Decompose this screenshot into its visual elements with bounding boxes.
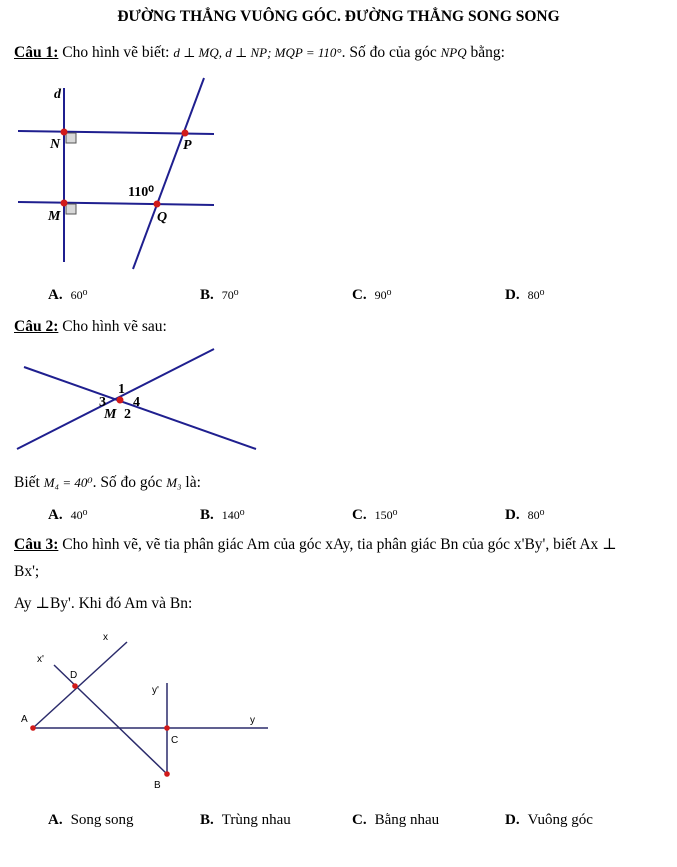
question-3-line3: Ay ⊥By'. Khi đó Am và Bn: <box>14 595 193 612</box>
q1-option-a[interactable]: A. 60⁰ <box>48 287 88 303</box>
label-d: d <box>54 87 61 102</box>
label-d-q3: D <box>70 670 78 681</box>
label-b: B <box>154 780 161 791</box>
label-x-prime: x' <box>37 654 44 665</box>
question-1-end: bằng: <box>470 44 505 61</box>
label-1: 1 <box>118 382 125 397</box>
question-2-intro: Cho hình vẽ sau: <box>62 318 167 335</box>
q2-option-b[interactable]: B. 140⁰ <box>200 507 245 523</box>
question-1-angle: NPQ <box>440 45 467 60</box>
label-angle-110: 110⁰ <box>128 185 154 200</box>
q3-option-c[interactable]: C. Bằng nhau <box>352 812 440 828</box>
q1-option-b[interactable]: B. 70⁰ <box>200 287 239 303</box>
label-m: M <box>48 209 61 224</box>
point-d <box>72 683 78 689</box>
point-b <box>164 771 170 777</box>
label-2: 2 <box>124 407 131 422</box>
label-x: x <box>103 632 108 643</box>
q3-option-a[interactable]: A. Song song <box>48 812 134 828</box>
given-m4: M₄ = 40⁰ <box>43 475 93 490</box>
given-m3: M₃ <box>166 475 182 490</box>
label-y: y <box>250 715 255 726</box>
q2-option-c[interactable]: C. 150⁰ <box>352 507 398 523</box>
label-3: 3 <box>99 395 106 410</box>
question-2-label: Câu 2: <box>14 318 59 335</box>
label-q: Q <box>157 210 168 225</box>
question-2-given: Biết M₄ = 40⁰. Số đo góc M₃ là: <box>14 474 201 491</box>
question-1-intro: Cho hình vẽ biết: <box>62 44 170 61</box>
question-1-math: d ⊥ MQ, d ⊥ NP; MQP = 110° <box>173 45 342 60</box>
question-1-mid: . Số đo của góc <box>341 44 437 61</box>
q1-option-d[interactable]: D. 80⁰ <box>505 287 545 303</box>
point-c <box>164 725 170 731</box>
question-3-line1: Cho hình vẽ, vẽ tia phân giác Am của góc xAy, tia phân giác Bn của góc x'By', biết Ax ⊥ <box>62 536 617 553</box>
ray-bx-prime <box>54 665 167 774</box>
page-title: ĐƯỜNG THẲNG VUÔNG GÓC. ĐƯỜNG THẲNG SONG SONG <box>117 8 560 25</box>
label-n: N <box>50 137 61 152</box>
q2-option-d[interactable]: D. 80⁰ <box>505 507 545 523</box>
point-a <box>30 725 36 731</box>
label-y-prime: y' <box>152 685 159 696</box>
q3-option-d[interactable]: D. Vuông góc <box>505 812 593 828</box>
q2-option-a[interactable]: A. 40⁰ <box>48 507 88 523</box>
q3-option-b[interactable]: B. Trùng nhau <box>200 812 291 828</box>
label-c: C <box>171 735 179 746</box>
label-m-q2: M <box>104 407 117 422</box>
q1-option-c[interactable]: C. 90⁰ <box>352 287 392 303</box>
question-1-label: Câu 1: <box>14 44 59 61</box>
question-3-line2: Bx'; <box>14 563 40 580</box>
label-a: A <box>21 714 28 725</box>
label-4: 4 <box>133 395 140 410</box>
ray-ax <box>33 642 127 728</box>
question-3-label: Câu 3: <box>14 536 59 553</box>
label-p: P <box>183 138 192 153</box>
